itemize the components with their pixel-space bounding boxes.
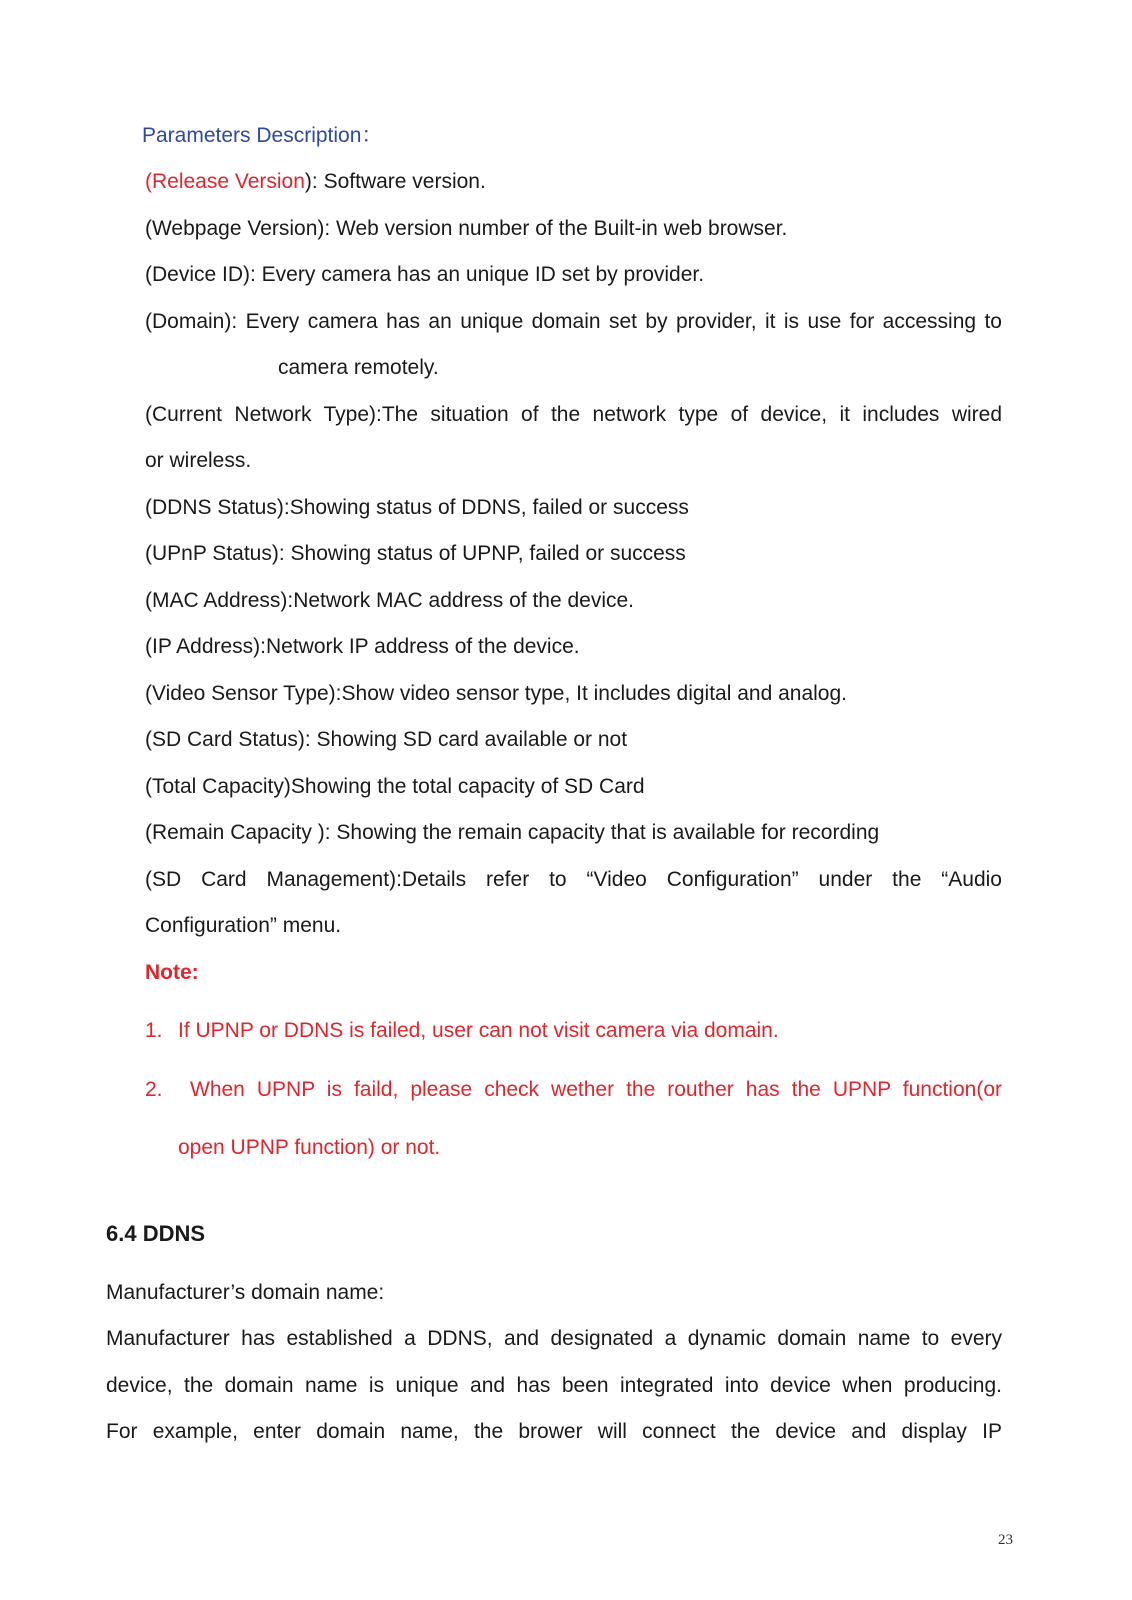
sd-card-management-line: (SD Card Management):Details refer to “Video Configuration” under the “Audio [145, 868, 1002, 891]
note-item-1 [145, 1018, 779, 1044]
upnp-status-line: (UPnP Status): Showing status of UPNP, failed or success [145, 542, 686, 565]
note-item-2-text: When UPNP is faild, please check wether the routher has the UPNP function(or [190, 1078, 1002, 1101]
sd-card-management-line-cont: Configuration” menu. [145, 914, 342, 937]
note-item-1-number: 1. [145, 1019, 163, 1042]
sd-card-status-line: (SD Card Status): Showing SD card available or not [145, 728, 628, 751]
release-version-text: ): Software version. [304, 170, 486, 193]
domain-line: (Domain): Every camera has an unique domain set by provider, it is use for accessing to [145, 310, 1002, 333]
section-subheading: Manufacturer’s domain name: [106, 1281, 385, 1304]
webpage-version-line: (Webpage Version): Web version number of the Built-in web browser. [145, 217, 788, 240]
release-version-line [145, 169, 486, 195]
ddns-status-line: (DDNS Status):Showing status of DDNS, failed or success [145, 496, 689, 519]
section-body-line-1: Manufacturer has established a DDNS, and designated a dynamic domain name to every [106, 1327, 1002, 1350]
note-label: Note: [145, 961, 199, 984]
page-number: 23 [998, 1532, 1013, 1548]
remain-capacity-line: (Remain Capacity ): Showing the remain capacity that is available for recording [145, 821, 880, 844]
mac-address-line: (MAC Address):Network MAC address of the device. [145, 589, 635, 612]
note-item-2-number: 2. [145, 1078, 163, 1101]
release-version-label: (Release Version [145, 170, 305, 193]
total-capacity-line: (Total Capacity)Showing the total capacity of SD Card [145, 775, 645, 798]
note-item-1-text: If UPNP or DDNS is failed, user can not visit camera via domain. [178, 1019, 779, 1042]
section-body-line-3: For example, enter domain name, the brower will connect the device and display IP [106, 1420, 1002, 1443]
ip-address-line: (IP Address):Network IP address of the device. [145, 635, 580, 658]
video-sensor-line: (Video Sensor Type):Show video sensor type, It includes digital and analog. [145, 682, 847, 705]
note-item-2-text-cont: open UPNP function) or not. [178, 1136, 441, 1159]
network-type-line-cont: or wireless. [145, 449, 252, 472]
parameters-title: Parameters Description： [142, 124, 383, 147]
domain-line-cont: camera remotely. [278, 356, 439, 379]
network-type-line: (Current Network Type):The situation of the network type of device, it includes wired [145, 403, 1002, 426]
section-body-line-2: device, the domain name is unique and has been integrated into device when producing. [106, 1374, 1002, 1397]
device-id-line: (Device ID): Every camera has an unique ID set by provider. [145, 263, 705, 286]
section-heading: 6.4 DDNS [106, 1221, 206, 1246]
